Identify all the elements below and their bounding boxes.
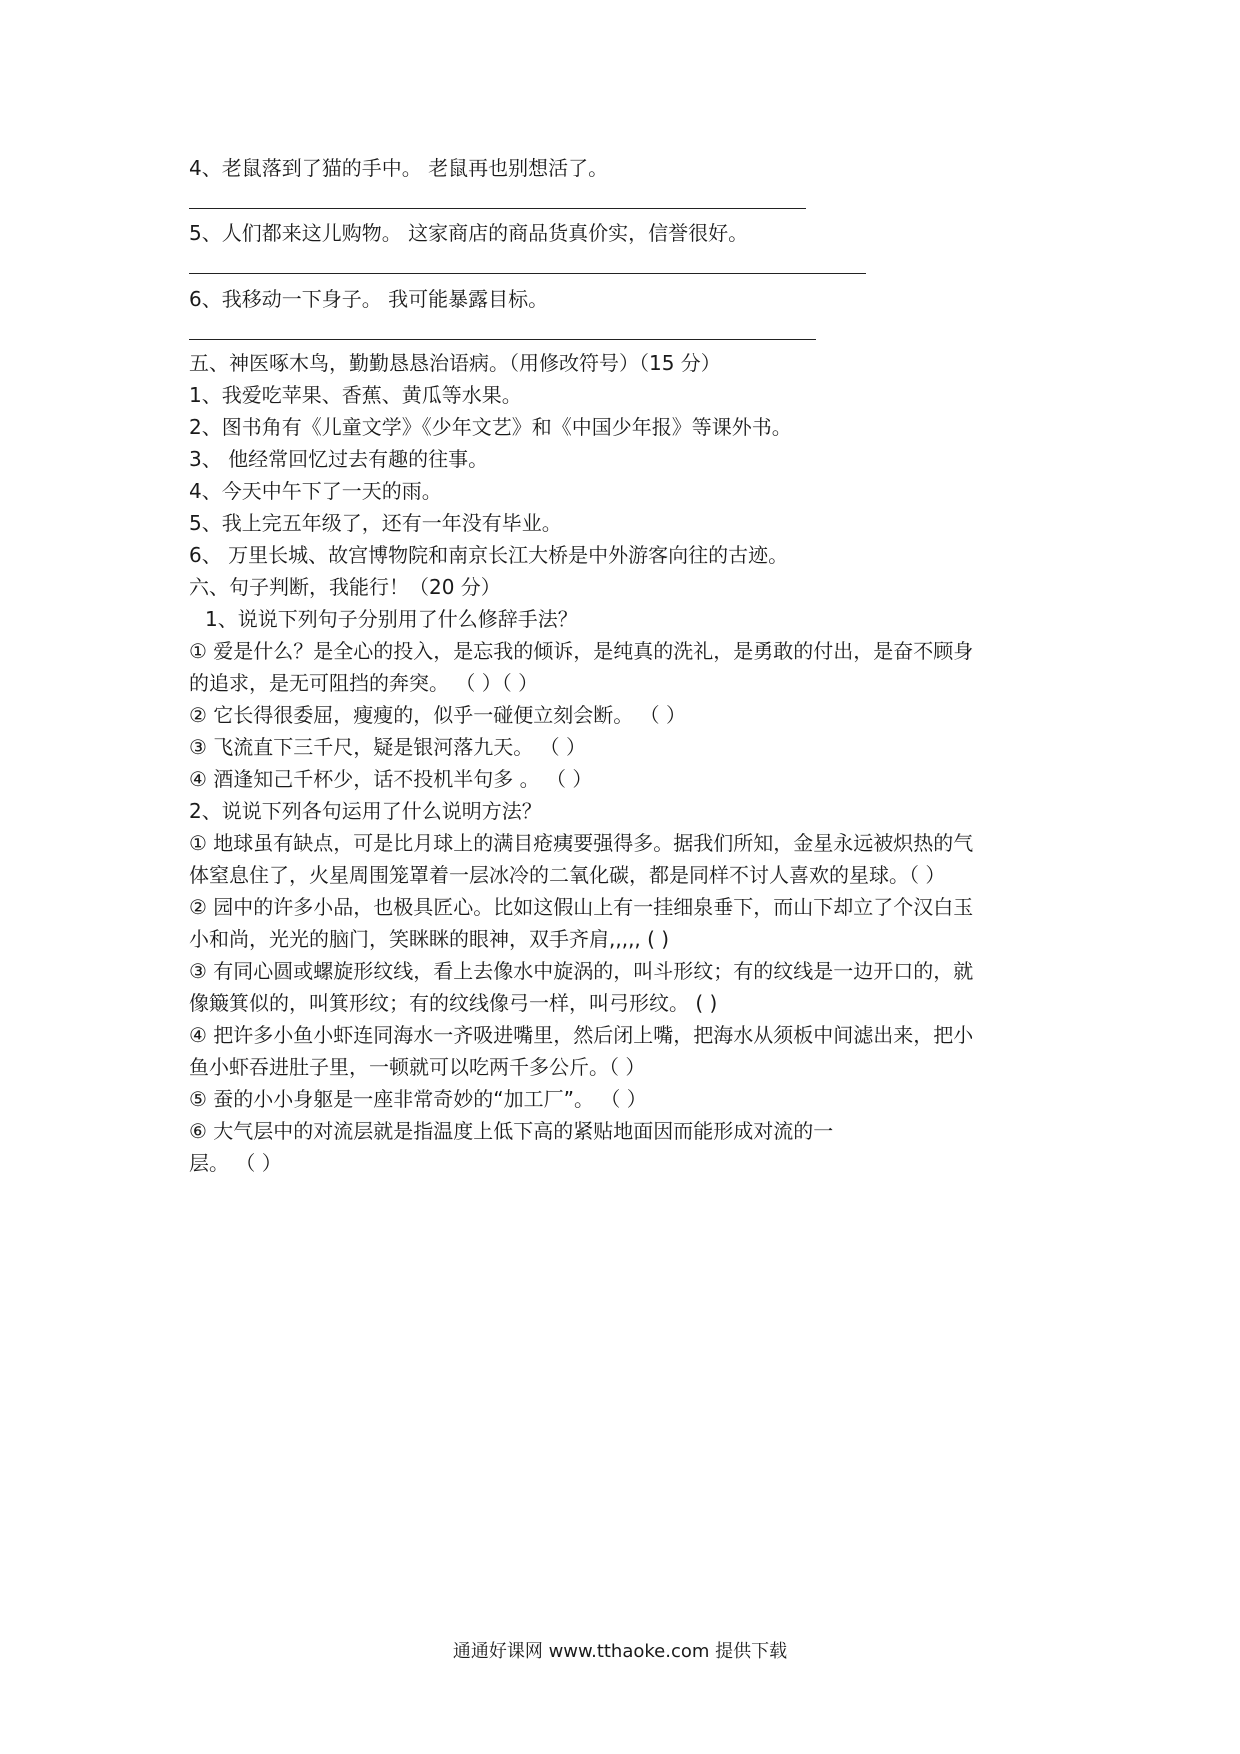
section-6-title: 六、句子判断，我能行！（20 分） (189, 575, 501, 599)
section-5-title: 五、神医啄木鸟，勤勤恳恳治语病。（用修改符号）（15 分） (189, 351, 721, 375)
s6-p2-q6-line2: 层。 （ ） (189, 1151, 282, 1175)
answer-line-5 (189, 273, 866, 274)
s6-p2-q4-line2: 鱼小虾吞进肚子里，一顿就可以吃两千多公斤。（ ） (189, 1055, 646, 1079)
s5-item-3: 3、 他经常回忆过去有趣的往事。 (189, 447, 489, 471)
footer-credit: 通通好课网 www.tthaoke.com 提供下载 (452, 1641, 788, 1662)
answer-line-6 (189, 339, 816, 340)
s6-p1-q3: ③ 飞流直下三千尺，疑是银河落九天。 （ ） (189, 735, 587, 759)
s6-p2-q2-line2: 小和尚，光光的脑门，笑眯眯的眼神，双手齐肩,,,,, ( ) (189, 927, 670, 951)
s6-part2-prompt: 2、说说下列各句运用了什么说明方法？ (189, 799, 542, 823)
s6-p2-q2-line1: ② 园中的许多小品，也极具匠心。比如这假山上有一挂细泉垂下，而山下却立了个汉白玉 (189, 895, 974, 919)
s5-item-1: 1、我爱吃苹果、香蕉、黄瓜等水果。 (189, 383, 522, 407)
s5-item-2: 2、图书角有《儿童文学》《少年文艺》和《中国少年报》等课外书。 (189, 415, 792, 439)
s6-p2-q4-line1: ④ 把许多小鱼小虾连同海水一齐吸进嘴里，然后闭上嘴，把海水从须板中间滤出来，把小 (189, 1023, 974, 1047)
s4-question-5: 5、人们都来这儿购物。 这家商店的商品货真价实，信誉很好。 (189, 221, 749, 245)
s6-p2-q1-line2: 体窒息住了，火星周围笼罩着一层冰冷的二氧化碳，都是同样不讨人喜欢的星球。（ ） (189, 863, 946, 887)
s4-question-4: 4、老鼠落到了猫的手中。 老鼠再也别想活了。 (189, 156, 609, 180)
s6-p2-q5: ⑤ 蚕的小小身躯是一座非常奇妙的“加工厂”。 （ ） (189, 1087, 647, 1111)
s6-p1-q1-line2: 的追求，是无可阻挡的奔突。 （ ）（ ） (189, 671, 539, 695)
s5-item-5: 5、我上完五年级了，还有一年没有毕业。 (189, 511, 562, 535)
s6-p1-q2: ② 它长得很委屈，瘦瘦的，似乎一碰便立刻会断。 （ ） (189, 703, 687, 727)
s6-p1-q4: ④ 酒逢知己千杯少，话不投机半句多 。 （ ） (189, 767, 593, 791)
s5-item-6: 6、 万里长城、故宫博物院和南京长江大桥是中外游客向往的古迹。 (189, 543, 789, 567)
s5-item-4: 4、今天中午下了一天的雨。 (189, 479, 442, 503)
s6-p1-q1-line1: ① 爱是什么？是全心的投入，是忘我的倾诉，是纯真的洗礼，是勇敢的付出，是奋不顾身 (189, 639, 974, 663)
s6-p2-q1-line1: ① 地球虽有缺点，可是比月球上的满目疮痍要强得多。据我们所知，金星永远被炽热的气 (189, 831, 974, 855)
s6-p2-q6-line1: ⑥ 大气层中的对流层就是指温度上低下高的紧贴地面因而能形成对流的一 (189, 1119, 834, 1143)
s6-p2-q3-line2: 像簸箕似的，叫箕形纹；有的纹线像弓一样，叫弓形纹。 ( ) (189, 991, 718, 1015)
s6-p2-q3-line1: ③ 有同心圆或螺旋形纹线，看上去像水中旋涡的，叫斗形纹；有的纹线是一边开口的，就 (189, 959, 974, 983)
answer-line-4 (189, 208, 806, 209)
s6-part1-prompt: 1、说说下列句子分别用了什么修辞手法？ (205, 607, 578, 631)
s4-question-6: 6、我移动一下身子。 我可能暴露目标。 (189, 287, 549, 311)
